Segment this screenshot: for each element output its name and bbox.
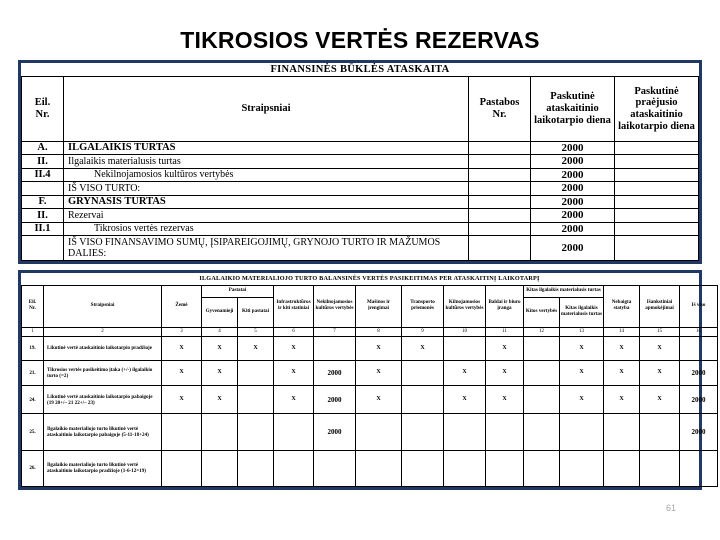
header-nekilnojamos-kulturos: Nekilnojamosios kultūros vertybės xyxy=(314,285,356,327)
row-value-current: 2000 xyxy=(530,155,614,168)
table-row xyxy=(22,222,699,235)
table1-caption: FINANSINĖS BŪKLĖS ATASKAITA xyxy=(22,63,699,77)
row-value-current: 2000 xyxy=(530,182,614,195)
col-number: 12 xyxy=(524,327,560,337)
header-eil-nr-line2: Nr. xyxy=(35,109,50,121)
row-cell xyxy=(560,414,604,450)
header-eil-nr xyxy=(22,77,64,141)
row-index: 19. xyxy=(22,337,44,361)
row-code: F. xyxy=(22,195,64,208)
row-cell xyxy=(444,450,486,486)
header-isankstiniai: Išankstiniai apmokėjimai xyxy=(640,285,680,327)
header-pastabos-line2: Nr. xyxy=(492,109,507,121)
row-cell xyxy=(524,337,560,361)
row-cell: 2000 xyxy=(680,386,718,414)
row-value-current: 2000 xyxy=(530,209,614,222)
row-cell: X xyxy=(356,360,402,386)
row-cell xyxy=(680,337,718,361)
col-number: 15 xyxy=(640,327,680,337)
row-cell xyxy=(402,386,444,414)
page-number: 61 xyxy=(665,503,676,513)
row-article: Tikrosios vertės pasikeitimo įtaka (+/-) ilgalaikio turto (=2) xyxy=(44,360,162,386)
col-number: 13 xyxy=(560,327,604,337)
header-eil-nr xyxy=(22,285,44,327)
table2-caption: ILGALAIKIO MATERIALIOJO TURTO BALANSINĖS VERTĖS PASIKEITIMAS PER ATASKAITINĮ LAIKOTARPĮ xyxy=(22,273,718,285)
header-kitas-group: Kitas ilgalaikis materialusis turtas xyxy=(524,285,604,297)
row-code: II.1 xyxy=(22,222,64,235)
row-cell xyxy=(402,450,444,486)
row-cell xyxy=(314,450,356,486)
col-number: 11 xyxy=(486,327,524,337)
row-cell: X xyxy=(560,360,604,386)
table-row xyxy=(22,141,699,154)
row-value-current: 2000 xyxy=(530,168,614,181)
row-article: Ilgalaikis materialusis turtas xyxy=(64,155,469,168)
row-cell: X xyxy=(162,360,202,386)
row-cell xyxy=(402,414,444,450)
row-cell: X xyxy=(274,386,314,414)
row-cell: 2000 xyxy=(314,386,356,414)
row-cell: X xyxy=(274,337,314,361)
fixed-assets-change-table-frame xyxy=(18,270,706,490)
row-cell: X xyxy=(238,337,274,361)
row-cell xyxy=(486,414,524,450)
col-number: 6 xyxy=(274,327,314,337)
row-article: IŠ VISO FINANSAVIMO SUMŲ, ĮSIPAREIGOJIMŲ, GRYNOJO TURTO IR MAŽUMOS DALIES: xyxy=(64,236,469,261)
header-nebaigta-statyba: Nebaigta statyba xyxy=(604,285,640,327)
row-note xyxy=(468,155,530,168)
row-cell xyxy=(274,450,314,486)
header-zeme: Žemė xyxy=(162,285,202,327)
row-cell xyxy=(604,450,640,486)
row-cell: X xyxy=(162,386,202,414)
row-cell: X xyxy=(202,337,238,361)
row-cell xyxy=(524,414,560,450)
fixed-assets-change-table xyxy=(21,273,718,487)
row-note xyxy=(468,182,530,195)
row-cell xyxy=(202,450,238,486)
row-cell xyxy=(524,360,560,386)
row-cell: X xyxy=(560,337,604,361)
table-row xyxy=(22,236,699,261)
header-pastabos-nr xyxy=(468,77,530,141)
header-masinos: Mašinos ir įrengimai xyxy=(356,285,402,327)
col-number: 16 xyxy=(680,327,718,337)
row-code: II. xyxy=(22,155,64,168)
row-note xyxy=(468,236,530,261)
row-cell xyxy=(640,450,680,486)
header-kitas-ilgalaikis: Kitas ilgalaikis materialusis turtas xyxy=(560,297,604,327)
header-is-viso: Iš viso xyxy=(680,285,718,327)
row-cell: X xyxy=(202,386,238,414)
row-value-previous xyxy=(614,141,698,154)
col-number: 14 xyxy=(604,327,640,337)
row-cell: X xyxy=(560,386,604,414)
row-code: II.4 xyxy=(22,168,64,181)
row-cell xyxy=(238,386,274,414)
row-cell xyxy=(560,450,604,486)
row-cell: X xyxy=(402,337,444,361)
row-cell: 2000 xyxy=(680,414,718,450)
table-row xyxy=(22,414,718,450)
table1-caption-row xyxy=(22,63,699,77)
row-cell xyxy=(680,450,718,486)
row-index: 21. xyxy=(22,360,44,386)
row-cell xyxy=(162,450,202,486)
header-last-period: Paskutinė ataskaitinio laikotarpio diena xyxy=(530,77,614,141)
page-title: TIKROSIOS VERTĖS REZERVAS xyxy=(180,27,540,53)
header-eil-nr-line1: Eil. xyxy=(34,97,51,109)
row-cell: 2000 xyxy=(314,414,356,450)
header-infrastruktura: Infrastruktūros ir kiti statiniai xyxy=(274,285,314,327)
row-note xyxy=(468,222,530,235)
row-article: Nekilnojamosios kultūros vertybės xyxy=(64,168,469,181)
header-pastatai-group: Pastatai xyxy=(202,285,274,297)
header-baldai: Baldai ir biuro įranga xyxy=(486,285,524,327)
column-number-row xyxy=(22,327,718,337)
row-cell: X xyxy=(202,360,238,386)
col-number: 10 xyxy=(444,327,486,337)
row-note xyxy=(468,168,530,181)
header-eil-nr-line1: Eil. xyxy=(28,299,37,306)
row-cell: X xyxy=(162,337,202,361)
row-cell xyxy=(524,386,560,414)
row-code xyxy=(22,182,64,195)
col-number: 2 xyxy=(44,327,162,337)
row-cell: X xyxy=(356,386,402,414)
row-cell xyxy=(524,450,560,486)
row-cell xyxy=(356,414,402,450)
table-row xyxy=(22,386,718,414)
header-straipsniai: Straipsniai xyxy=(44,285,162,327)
row-article: ILGALAIKIS TURTAS xyxy=(64,141,469,154)
row-cell xyxy=(444,414,486,450)
row-article: Ilgalaikio materialiojo turto likutinė vertė ataskaitinio laikotarpio pradžioje (1-6-12=19) xyxy=(44,450,162,486)
table-row xyxy=(22,450,718,486)
financial-position-table-frame xyxy=(18,60,702,264)
row-cell: 2000 xyxy=(314,360,356,386)
row-cell xyxy=(486,450,524,486)
header-eil-nr-line2: Nr. xyxy=(29,305,36,312)
table-row xyxy=(22,209,699,222)
table-row xyxy=(22,168,699,181)
row-article: GRYNASIS TURTAS xyxy=(64,195,469,208)
financial-position-table xyxy=(21,63,699,261)
row-code: II. xyxy=(22,209,64,222)
table-row xyxy=(22,337,718,361)
row-article: Likutinė vertė ataskaitinio laikotarpio pabaigoje (19 20+/– 21 22+/– 23) xyxy=(44,386,162,414)
row-value-current: 2000 xyxy=(530,141,614,154)
row-index: 24. xyxy=(22,386,44,414)
col-number: 5 xyxy=(238,327,274,337)
col-number: 7 xyxy=(314,327,356,337)
row-cell: X xyxy=(640,360,680,386)
row-value-previous xyxy=(614,209,698,222)
table-row xyxy=(22,195,699,208)
row-article: Tikrosios vertės rezervas xyxy=(64,222,469,235)
header-pastabos-line1: Pastabos xyxy=(479,97,520,109)
row-value-previous xyxy=(614,222,698,235)
header-kiti-pastatai: Kiti pastatai xyxy=(238,297,274,327)
row-cell: X xyxy=(356,337,402,361)
table-row xyxy=(22,360,718,386)
header-prev-period: Paskutinė praėjusio ataskaitinio laikotarpio diena xyxy=(614,77,698,141)
row-cell xyxy=(238,450,274,486)
row-note xyxy=(468,209,530,222)
row-cell: X xyxy=(274,360,314,386)
row-value-previous xyxy=(614,168,698,181)
row-cell: X xyxy=(444,360,486,386)
table1-header-row xyxy=(22,77,699,141)
row-cell xyxy=(162,414,202,450)
row-cell: X xyxy=(604,360,640,386)
row-cell: X xyxy=(486,360,524,386)
row-value-previous xyxy=(614,182,698,195)
row-note xyxy=(468,195,530,208)
table2-caption-row xyxy=(22,273,718,285)
row-article: IŠ VISO TURTO: xyxy=(64,182,469,195)
col-number: 3 xyxy=(162,327,202,337)
row-cell xyxy=(238,414,274,450)
row-index: 25. xyxy=(22,414,44,450)
header-kitos-vertybes: Kitos vertybės xyxy=(524,297,560,327)
row-code xyxy=(22,236,64,261)
row-cell: 2000 xyxy=(680,360,718,386)
row-cell xyxy=(604,414,640,450)
col-number: 8 xyxy=(356,327,402,337)
row-article: Ilgalaikio materialiojo turto likutinė vertė ataskaitinio laikotarpio pabaigoje (5-11-18+24) xyxy=(44,414,162,450)
header-gyvenamieji: Gyvenamieji xyxy=(202,297,238,327)
row-cell xyxy=(202,414,238,450)
row-index: 26. xyxy=(22,450,44,486)
row-code: A. xyxy=(22,141,64,154)
row-value-previous xyxy=(614,155,698,168)
row-value-current: 2000 xyxy=(530,236,614,261)
row-value-current: 2000 xyxy=(530,222,614,235)
row-cell xyxy=(314,337,356,361)
row-article: Rezervai xyxy=(64,209,469,222)
row-value-previous xyxy=(614,236,698,261)
row-cell: X xyxy=(640,337,680,361)
table2-header-group-row xyxy=(22,285,718,297)
col-number: 9 xyxy=(402,327,444,337)
row-cell: X xyxy=(604,337,640,361)
row-cell: X xyxy=(444,386,486,414)
row-article: Likutinė vertė ataskaitinio laikotarpio pradžioje xyxy=(44,337,162,361)
row-cell: X xyxy=(604,386,640,414)
row-cell xyxy=(274,414,314,450)
row-cell: X xyxy=(640,386,680,414)
table-row xyxy=(22,155,699,168)
row-cell: X xyxy=(486,337,524,361)
row-value-previous xyxy=(614,195,698,208)
header-kilnojamos-kulturos: Kilnojamosios kultūros vertybės xyxy=(444,285,486,327)
row-note xyxy=(468,141,530,154)
row-cell xyxy=(402,360,444,386)
row-cell xyxy=(356,450,402,486)
row-cell xyxy=(238,360,274,386)
row-cell xyxy=(640,414,680,450)
col-number: 4 xyxy=(202,327,238,337)
col-number: 1 xyxy=(22,327,44,337)
row-cell: X xyxy=(486,386,524,414)
header-transporto: Transporto priemonės xyxy=(402,285,444,327)
table-row xyxy=(22,182,699,195)
row-value-current: 2000 xyxy=(530,195,614,208)
header-straipsniai: Straipsniai xyxy=(64,77,469,141)
row-cell xyxy=(444,337,486,361)
